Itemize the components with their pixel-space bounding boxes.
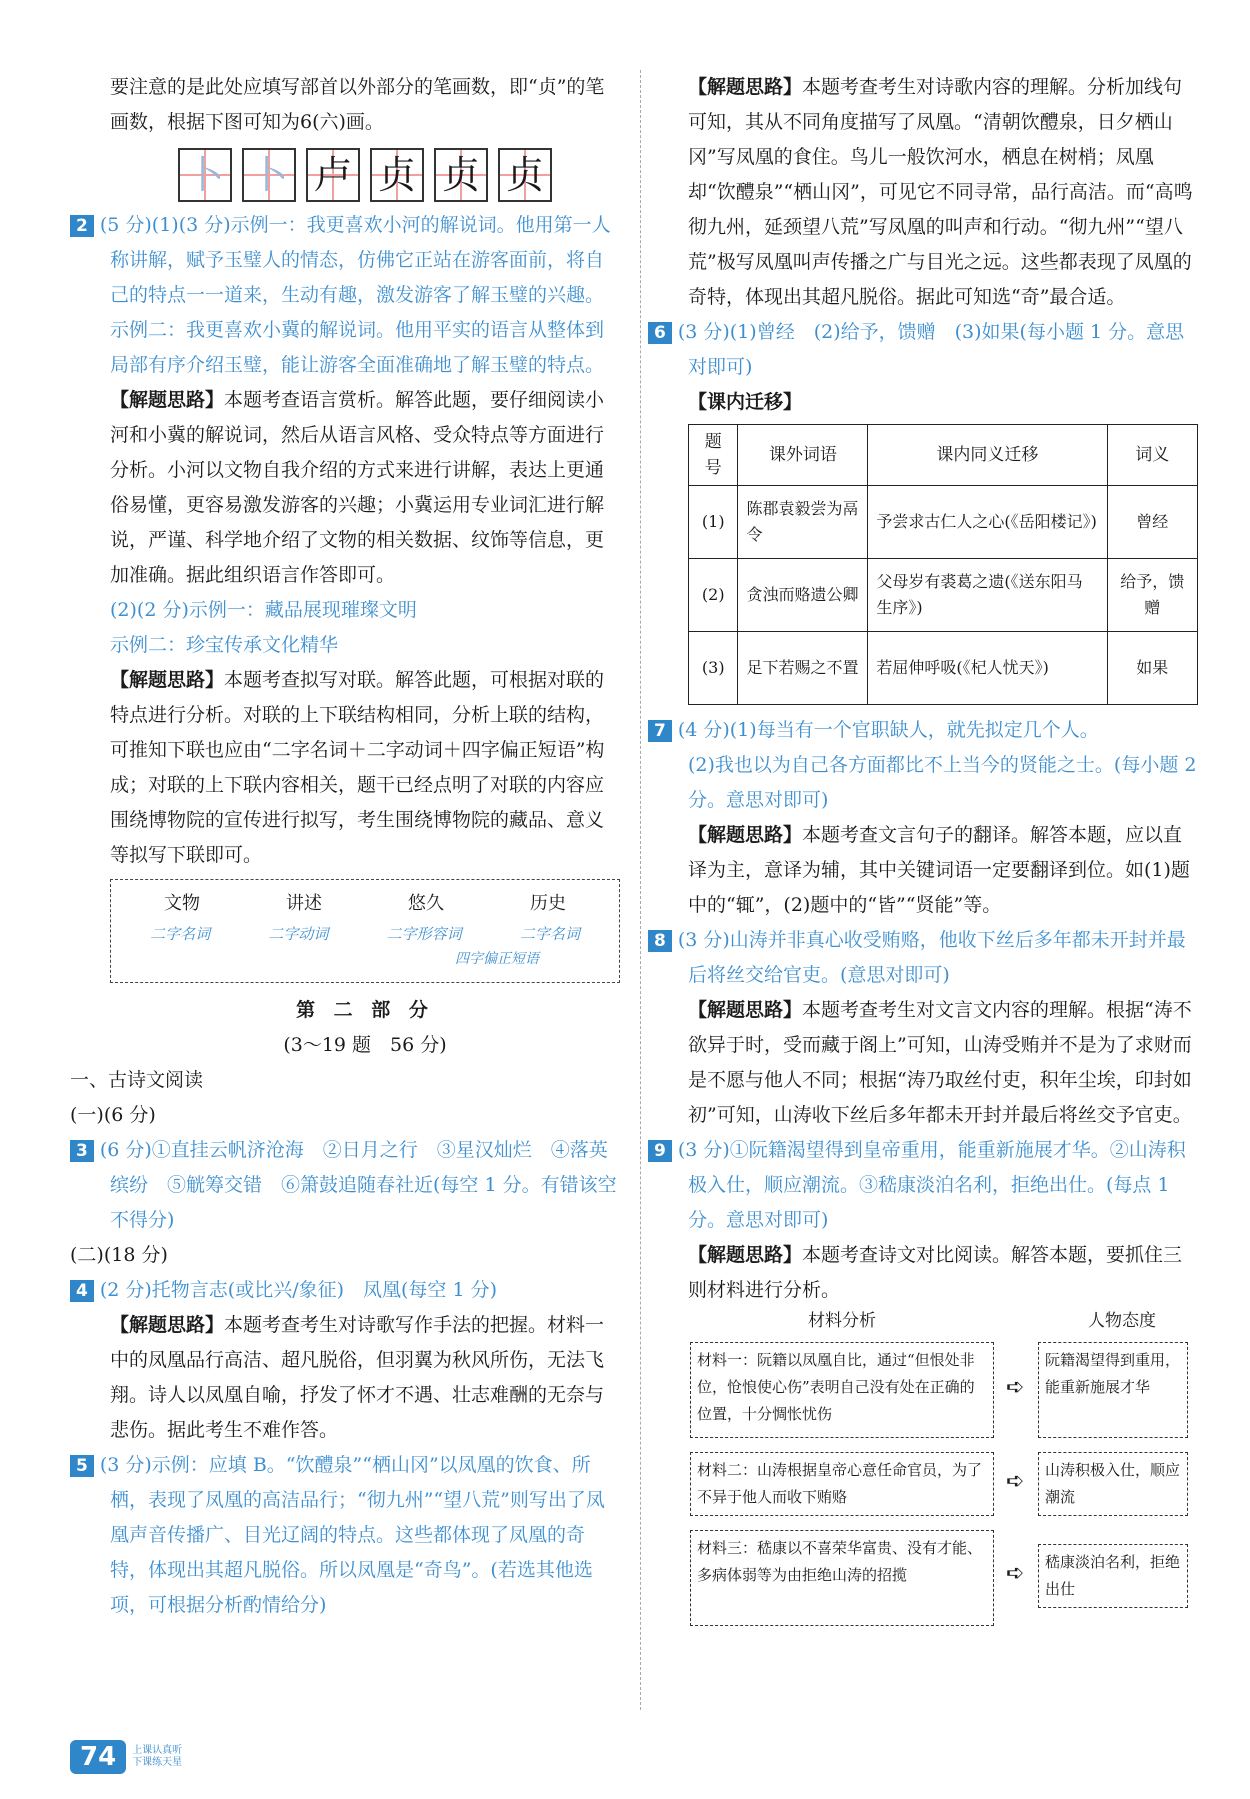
material-box-3: 材料三：嵇康以不喜荣华富贵、没有才能、多病体弱等为由拒绝山涛的招揽 bbox=[690, 1530, 994, 1626]
intro-text: 要注意的是此处应填写部首以外部分的笔画数，即“贞”的笔画数，根据下图可知为6(六)画。 bbox=[110, 76, 605, 133]
q7-number: 7 bbox=[648, 720, 672, 742]
part2-title: 第 二 部 分 bbox=[296, 999, 434, 1021]
analysis-header-material: 材料分析 bbox=[808, 1311, 876, 1331]
table-header-row bbox=[689, 425, 1198, 486]
table-cell: 贪浊而赂遗公卿 bbox=[738, 559, 868, 632]
table-header: 课外词语 bbox=[738, 425, 868, 486]
arrow-right-icon: ➪ bbox=[1006, 1375, 1025, 1400]
subsection-2: (二)(18 分) bbox=[70, 1244, 168, 1266]
q2-answer-1: 2 (5 分)(1)(3 分)示例一：我更喜欢小河的解说词。他用第一人称讲解，赋予玉璧人的情态，仿佛它正站在游客面前，将自己的特点一一道来，生动有趣，激发游客了解玉璧的兴趣。 bbox=[110, 208, 620, 313]
slogan-line-1: 上课认真听 bbox=[132, 1745, 183, 1756]
analysis-header-attitude: 人物态度 bbox=[1088, 1311, 1156, 1331]
page-footer bbox=[70, 1740, 182, 1774]
q7-answer-2: (2)我也以为自己各方面都比不上当今的贤能之士。(每小题 2 分。意思对即可) bbox=[688, 754, 1197, 811]
q5-answer: 5 (3 分)示例：应填 B。“饮醴泉”“栖山冈”以凤凰的饮食、所栖，表现了凤凰的高洁品行；“彻九州”“望八荒”则写出了凤凰声音传播广、目光辽阔的特点。这些都体现了凤凰的奇特，体现出其超凡脱俗。所以凤凰是“奇鸟”。(若选其他选项，可根据分析酌情给分) bbox=[110, 1448, 620, 1623]
q8-think: 【解题思路】本题考查考生对文言文内容的理解。根据“涛不欲异于时，受而藏于阁上”可知，山涛受贿并不是为了求财而是不愿与他人不同；根据“涛乃取丝付吏，积年尘埃，印封如初”可知，山涛收下丝后多年都未开封并最后将丝交予官吏。 bbox=[688, 999, 1192, 1126]
attitude-box-1: 阮籍渴望得到重用，能重新施展才华 bbox=[1038, 1342, 1188, 1438]
material-box-1: 材料一：阮籍以凤凰自比，通过“但恨处非位，怆悢使心伤”表明自己没有处在正确的位置，十分惆怅忧伤 bbox=[690, 1342, 994, 1438]
q2-number: 2 bbox=[70, 215, 94, 237]
arrow-right-icon: ➪ bbox=[1006, 1561, 1025, 1586]
q6-answer: 6 (3 分)(1)曾经 (2)给予，馈赠 (3)如果(每小题 1 分。意思对即可) bbox=[688, 315, 1200, 385]
couplet-word-3: 悠久 bbox=[408, 893, 444, 914]
table-cell: (3) bbox=[689, 632, 738, 705]
left-column bbox=[70, 70, 620, 1623]
table-cell: 陈郡袁毅尝为鬲令 bbox=[738, 486, 868, 559]
q7-answer-1: 7 (4 分)(1)每当有一个官职缺人，就先拟定几个人。 bbox=[688, 713, 1200, 748]
attitude-box-3: 嵇康淡泊名利，拒绝出仕 bbox=[1038, 1544, 1188, 1608]
couplet-word-4: 历史 bbox=[530, 893, 566, 914]
table-row bbox=[689, 486, 1198, 559]
table-row bbox=[689, 559, 1198, 632]
table-cell: 父母岁有裘葛之遗(《送东阳马生序》) bbox=[868, 559, 1107, 632]
ke-nei-heading: 【课内迁移】 bbox=[688, 391, 803, 413]
couplet-note-5: 四字偏正短语 bbox=[455, 951, 539, 967]
couplet-note-4: 二字名词 bbox=[519, 925, 580, 943]
couplet-word-1: 文物 bbox=[164, 893, 200, 914]
section-1-heading: 一、古诗文阅读 bbox=[70, 1069, 204, 1091]
couplet-word-2: 讲述 bbox=[286, 893, 322, 914]
table-cell: 给予，馈赠 bbox=[1107, 559, 1197, 632]
stroke-order-chars bbox=[110, 148, 620, 202]
footer-slogan bbox=[132, 1745, 182, 1769]
vocab-table bbox=[688, 424, 1198, 705]
stroke-char-3: 卢 bbox=[306, 148, 360, 202]
page-number: 74 bbox=[70, 1740, 126, 1774]
couplet-note-1: 二字名词 bbox=[150, 925, 211, 943]
q3-answer: 3 (6 分)①直挂云帆济沧海 ②日月之行 ③星汉灿烂 ④落英缤纷 ⑤觥筹交错 ⑥箫鼓追随春社近(每空 1 分。有错该空不得分) bbox=[110, 1133, 620, 1238]
table-row bbox=[689, 632, 1198, 705]
table-cell: 足下若赐之不置 bbox=[738, 632, 868, 705]
table-cell: 若屈伸呼吸(《杞人忧天》) bbox=[868, 632, 1107, 705]
couplet-diagram bbox=[110, 879, 620, 983]
q5-number: 5 bbox=[70, 1455, 94, 1477]
q7-think: 【解题思路】本题考查文言句子的翻译。解答本题，应以直译为主，意译为辅，其中关键词语一定要翻译到位。如(1)题中的“辄”，(2)题中的“皆”“贤能”等。 bbox=[688, 824, 1190, 916]
q2-part2b: 示例二：珍宝传承文化精华 bbox=[110, 634, 339, 656]
q2-part2a: (2)(2 分)示例一：藏品展现璀璨文明 bbox=[110, 599, 417, 621]
stroke-char-4: 贞 bbox=[370, 148, 424, 202]
table-cell: 如果 bbox=[1107, 632, 1197, 705]
q9-number: 9 bbox=[648, 1140, 672, 1162]
q9-answer: 9 (3 分)①阮籍渴望得到皇帝重用，能重新施展才华。②山涛积极入仕，顺应潮流。③嵇康淡泊名利，拒绝出仕。(每点 1 分。意思对即可) bbox=[688, 1133, 1200, 1238]
q2-think-2: 【解题思路】本题考查拟写对联。解答此题，可根据对联的特点进行分析。对联的上下联结构相同，分析上联的结构，可推知下联也应由“二字名词＋二字动词＋四字偏正短语”构成；对联的上下联内容相关，题干已经点明了对联的内容应围绕博物院的宣传进行拟写，考生围绕博物院的藏品、意义等拟写下联即可。 bbox=[110, 669, 605, 866]
q8-answer: 8 (3 分)山涛并非真心收受贿赂，他收下丝后多年都未开封并最后将丝交给官吏。(意思对即可) bbox=[688, 923, 1200, 993]
q9-think: 【解题思路】本题考查诗文对比阅读。解答本题，要抓住三则材料进行分析。 bbox=[688, 1244, 1183, 1301]
q3-number: 3 bbox=[70, 1140, 94, 1162]
q5-think: 【解题思路】本题考查考生对诗歌内容的理解。分析加线句可知，其从不同角度描写了凤凰。“清朝饮醴泉，日夕栖山冈”写凤凰的食住。鸟儿一般饮河水，栖息在树梢；凤凰却“饮醴泉”“栖山冈”，可见它不同寻常，品行高洁。而“高鸣彻九州，延颈望八荒”写凤凰的叫声和行动。“彻九州”“望八荒”极写凤凰叫声传播之广与目光之远。这些都表现了凤凰的奇特，体现出其超凡脱俗。据此可知选“奇”最合适。 bbox=[688, 76, 1193, 308]
subsection-1: (一)(6 分) bbox=[70, 1104, 156, 1126]
slogan-line-2: 下课练天星 bbox=[132, 1757, 183, 1768]
q6-number: 6 bbox=[648, 322, 672, 344]
attitude-box-2: 山涛积极入仕，顺应潮流 bbox=[1038, 1452, 1188, 1516]
q4-answer: 4 (2 分)托物言志(或比兴/象征) 凤凰(每空 1 分) bbox=[110, 1273, 620, 1308]
q2-answer-2: 示例二：我更喜欢小冀的解说词。他用平实的语言从整体到局部有序介绍玉璧，能让游客全面准确地了解玉璧的特点。 bbox=[110, 319, 605, 376]
stroke-char-5: 贞 bbox=[434, 148, 488, 202]
table-cell: (2) bbox=[689, 559, 738, 632]
couplet-note-2: 二字动词 bbox=[268, 925, 329, 943]
q4-think: 【解题思路】本题考查考生对诗歌写作手法的把握。材料一中的凤凰品行高洁、超凡脱俗，但羽翼为秋风所伤，无法飞翔。诗人以凤凰自喻，抒发了怀才不遇、壮志难酬的无奈与悲伤。据此考生不难作答。 bbox=[110, 1314, 605, 1441]
analysis-diagram bbox=[688, 1312, 1200, 1632]
table-cell: (1) bbox=[689, 486, 738, 559]
couplet-note-3: 二字形容词 bbox=[386, 925, 462, 943]
table-cell: 曾经 bbox=[1107, 486, 1197, 559]
q8-number: 8 bbox=[648, 930, 672, 952]
table-cell: 予尝求古仁人之心(《岳阳楼记》) bbox=[868, 486, 1107, 559]
table-header: 课内同义迁移 bbox=[868, 425, 1107, 486]
material-box-2: 材料二：山涛根据皇帝心意任命官员，为了不异于他人而收下贿赂 bbox=[690, 1452, 994, 1516]
stroke-char-1: 卜 bbox=[178, 148, 232, 202]
q2-think-1: 【解题思路】本题考查语言赏析。解答此题，要仔细阅读小河和小冀的解说词，然后从语言风格、受众特点等方面进行分析。小河以文物自我介绍的方式来进行讲解，表达上更通俗易懂，更容易激发游客的兴趣；小冀运用专业词汇进行解说，严谨、科学地介绍了文物的相关数据、纹饰等信息，更加准确。据此组织语言作答即可。 bbox=[110, 389, 605, 586]
arrow-right-icon: ➪ bbox=[1006, 1469, 1025, 1494]
stroke-char-2: 卜 bbox=[242, 148, 296, 202]
part2-subtitle: (3～19 题 56 分) bbox=[283, 1034, 447, 1056]
table-header: 题号 bbox=[689, 425, 738, 486]
right-column bbox=[654, 70, 1200, 1632]
table-header: 词义 bbox=[1107, 425, 1197, 486]
q4-number: 4 bbox=[70, 1280, 94, 1302]
column-divider bbox=[640, 70, 641, 1710]
stroke-char-6: 贞 bbox=[498, 148, 552, 202]
